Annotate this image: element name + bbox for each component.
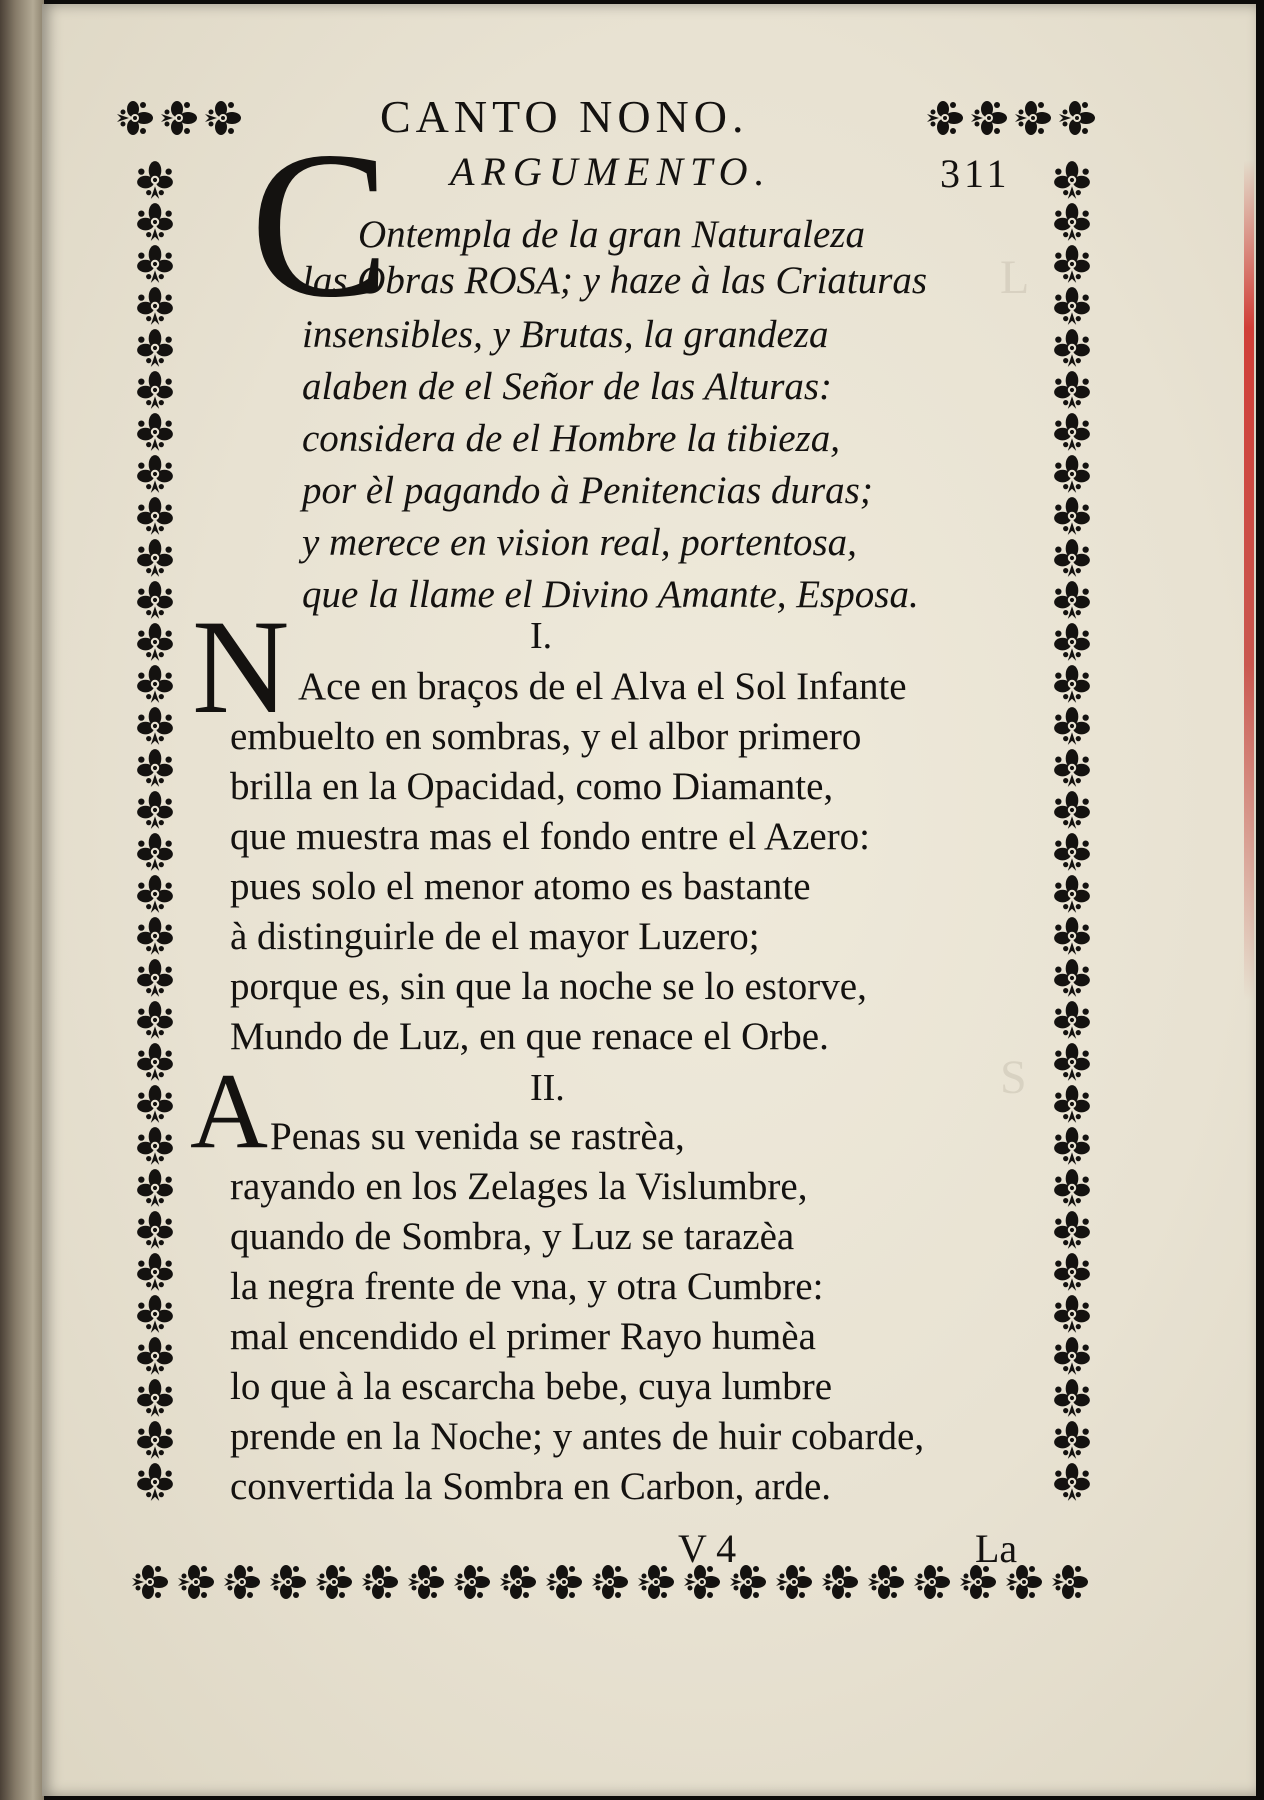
- fleuron-ornament-icon: [117, 101, 153, 135]
- fleuron-ornament-icon: [137, 875, 173, 913]
- argument-line: insensibles, y Brutas, la grandeza: [302, 313, 829, 356]
- argument-line: alaben de el Señor de las Alturas:: [302, 365, 833, 408]
- fleuron-ornament-icon: [592, 1565, 628, 1599]
- fleuron-ornament-icon: [1054, 1211, 1090, 1249]
- fleuron-ornament-icon: [137, 749, 173, 787]
- fleuron-ornament-icon: [224, 1565, 260, 1599]
- fleuron-ornament-icon: [137, 1379, 173, 1417]
- fleuron-ornament-icon: [1054, 959, 1090, 997]
- verse-line: que muestra mas el fondo entre el Azero:: [230, 815, 871, 858]
- verse-line: rayando en los Zelages la Vislumbre,: [230, 1165, 808, 1208]
- verse-line: pues solo el menor atomo es bastante: [230, 865, 811, 908]
- fleuron-ornament-icon: [137, 1043, 173, 1081]
- argument-line: Ontempla de la gran Naturaleza: [358, 213, 865, 256]
- verse-line: porque es, sin que la noche se lo estorve,: [230, 965, 867, 1008]
- fleuron-ornament-icon: [137, 1421, 173, 1459]
- fleuron-ornament-icon: [1054, 245, 1090, 283]
- verse-line: Ace en braços de el Alva el Sol Infante: [298, 665, 907, 708]
- fleuron-ornament-icon: [1054, 329, 1090, 367]
- verse-line: lo que à la escarcha bebe, cuya lumbre: [230, 1365, 833, 1408]
- fleuron-ornament-icon: [137, 1127, 173, 1165]
- stanza-number: II.: [530, 1067, 565, 1109]
- fleuron-ornament-icon: [137, 455, 173, 493]
- running-header: CANTO NONO.: [380, 91, 749, 142]
- fleuron-ornament-icon: [408, 1565, 444, 1599]
- fleuron-ornament-icon: [137, 245, 173, 283]
- fleuron-ornament-icon: [137, 497, 173, 535]
- verse-line: mal encendido el primer Rayo humèa: [230, 1315, 816, 1358]
- page-number: 311: [940, 151, 1011, 196]
- fleuron-ornament-icon: [1059, 101, 1095, 135]
- fleuron-ornament-icon: [137, 623, 173, 661]
- fleuron-ornament-icon: [1054, 833, 1090, 871]
- fleuron-ornament-icon: [137, 707, 173, 745]
- show-through-mark: L: [1000, 251, 1030, 304]
- fleuron-ornament-icon: [1054, 1421, 1090, 1459]
- argument-line: las Obras ROSA; y haze à las Criaturas: [302, 259, 928, 302]
- stanza-drop-initial: N: [192, 593, 290, 742]
- fleuron-ornament-icon: [1054, 371, 1090, 409]
- verse-line: convertida la Sombra en Carbon, arde.: [230, 1465, 832, 1508]
- verse-line: prende en la Noche; y antes de huir cobarde,: [230, 1415, 925, 1458]
- fleuron-ornament-icon: [776, 1565, 812, 1599]
- fleuron-ornament-icon: [927, 101, 963, 135]
- fleuron-ornament-icon: [137, 1295, 173, 1333]
- fleuron-ornament-icon: [1054, 665, 1090, 703]
- verse-line: quando de Sombra, y Luz se tarazèa: [230, 1215, 795, 1258]
- fleuron-ornament-icon: [1054, 497, 1090, 535]
- fleuron-ornament-icon: [1054, 791, 1090, 829]
- catchword: La: [975, 1526, 1018, 1571]
- fleuron-ornament-icon: [205, 101, 241, 135]
- fleuron-ornament-icon: [316, 1565, 352, 1599]
- fleuron-ornament-icon: [137, 161, 173, 199]
- fleuron-ornament-icon: [868, 1565, 904, 1599]
- stanza-drop-initial: A: [190, 1052, 268, 1171]
- fleuron-ornament-icon: [137, 287, 173, 325]
- fleuron-ornament-icon: [137, 371, 173, 409]
- fleuron-ornament-icon: [137, 1337, 173, 1375]
- fleuron-ornament-icon: [1054, 1379, 1090, 1417]
- fleuron-ornament-icon: [1054, 161, 1090, 199]
- fleuron-ornament-icon: [638, 1565, 674, 1599]
- fleuron-ornament-icon: [137, 1463, 173, 1501]
- fleuron-ornament-icon: [1054, 707, 1090, 745]
- fleuron-ornament-icon: [137, 1253, 173, 1291]
- fleuron-ornament-icon: [137, 581, 173, 619]
- fleuron-ornament-icon: [1054, 1337, 1090, 1375]
- show-through-mark: S: [1000, 1051, 1027, 1104]
- fleuron-ornament-icon: [137, 1085, 173, 1123]
- fleuron-ornament-icon: [822, 1565, 858, 1599]
- fleuron-ornament-icon: [914, 1565, 950, 1599]
- argument-line: por èl pagando à Penitencias duras;: [302, 469, 873, 512]
- fleuron-ornament-icon: [132, 1565, 168, 1599]
- argument-line: considera de el Hombre la tibieza,: [302, 417, 840, 460]
- verse-line: la negra frente de vna, y otra Cumbre:: [230, 1265, 824, 1308]
- fleuron-ornament-icon: [1054, 1085, 1090, 1123]
- fleuron-ornament-icon: [137, 665, 173, 703]
- fleuron-ornament-icon: [178, 1565, 214, 1599]
- fleuron-ornament-icon: [137, 203, 173, 241]
- fleuron-ornament-icon: [1054, 413, 1090, 451]
- fleuron-ornament-icon: [270, 1565, 306, 1599]
- fleuron-ornament-icon: [454, 1565, 490, 1599]
- fleuron-ornament-icon: [137, 1211, 173, 1249]
- fleuron-ornament-icon: [1054, 1463, 1090, 1501]
- fleuron-ornament-icon: [137, 1169, 173, 1207]
- fleuron-ornament-icon: [500, 1565, 536, 1599]
- signature-mark: V 4: [678, 1526, 737, 1571]
- fleuron-ornament-icon: [137, 833, 173, 871]
- fleuron-ornament-icon: [137, 329, 173, 367]
- fleuron-ornament-icon: [161, 101, 197, 135]
- fleuron-ornament-icon: [362, 1565, 398, 1599]
- fleuron-ornament-icon: [1054, 749, 1090, 787]
- fleuron-ornament-icon: [1054, 455, 1090, 493]
- argument-line: que la llame el Divino Amante, Esposa.: [302, 573, 919, 616]
- fleuron-ornament-icon: [137, 413, 173, 451]
- fleuron-ornament-icon: [546, 1565, 582, 1599]
- fleuron-ornament-icon: [137, 959, 173, 997]
- verse-line: brilla en la Opacidad, como Diamante,: [230, 765, 834, 808]
- fleuron-ornament-icon: [1054, 1127, 1090, 1165]
- stanza-number: I.: [530, 615, 553, 657]
- fleuron-ornament-icon: [1054, 1253, 1090, 1291]
- argument-line: y merece en vision real, portentosa,: [302, 521, 857, 564]
- fleuron-ornament-icon: [1054, 539, 1090, 577]
- fleuron-ornament-icon: [137, 539, 173, 577]
- verse-line: Penas su venida se rastrèa,: [270, 1115, 685, 1158]
- verse-line: à distinguirle de el mayor Luzero;: [230, 915, 760, 958]
- fleuron-ornament-icon: [1054, 1043, 1090, 1081]
- fleuron-ornament-icon: [1054, 917, 1090, 955]
- fleuron-ornament-icon: [1054, 203, 1090, 241]
- argument-drop-initial: C: [250, 109, 391, 341]
- fleuron-ornament-icon: [971, 101, 1007, 135]
- fleuron-ornament-icon: [1054, 875, 1090, 913]
- fleuron-ornament-icon: [137, 917, 173, 955]
- fleuron-ornament-icon: [1015, 101, 1051, 135]
- fleuron-ornament-icon: [1054, 1169, 1090, 1207]
- fleuron-ornament-icon: [137, 791, 173, 829]
- fleuron-ornament-icon: [1054, 581, 1090, 619]
- verse-line: embuelto en sombras, y el albor primero: [230, 715, 862, 758]
- verse-line: Mundo de Luz, en que renace el Orbe.: [230, 1015, 829, 1058]
- fleuron-ornament-icon: [1054, 287, 1090, 325]
- fleuron-ornament-icon: [1054, 623, 1090, 661]
- fleuron-ornament-icon: [1052, 1565, 1088, 1599]
- argument-title: ARGUMENTO.: [450, 149, 772, 194]
- fleuron-ornament-icon: [1054, 1295, 1090, 1333]
- fleuron-ornament-icon: [137, 1001, 173, 1039]
- fleuron-ornament-icon: [1054, 1001, 1090, 1039]
